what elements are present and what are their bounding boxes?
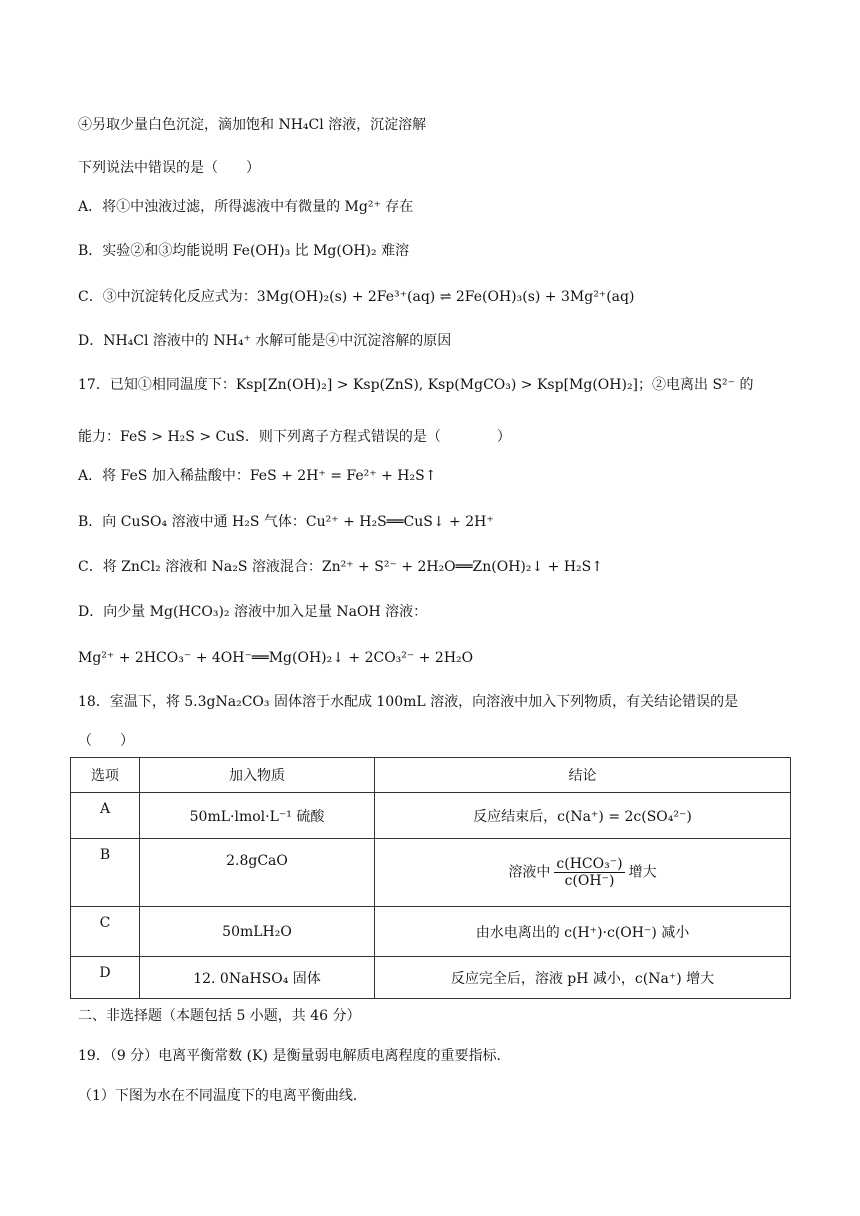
header-substance: 加入物质 bbox=[140, 758, 375, 793]
option-17-c: C．将 ZnCl₂ 溶液和 Na₂S 溶液混合：Zn²⁺ + S²⁻ + 2H₂O══Zn(OH)₂↓ + H₂S↑ bbox=[78, 559, 603, 575]
row-b-substance: 2.8gCaO bbox=[140, 839, 375, 907]
row-c-option: C bbox=[71, 907, 140, 957]
table-row bbox=[71, 957, 791, 999]
row-d-option: D bbox=[71, 957, 140, 999]
stem-line-4: ④另取少量白色沉淀，滴加饱和 NH₄Cl 溶液，沉淀溶解 bbox=[78, 117, 427, 133]
question-18-stem: 18．室温下，将 5.3gNa₂CO₃ 固体溶于水配成 100mL 溶液，向溶液中加入下列物质，有关结论错误的是 bbox=[78, 694, 739, 710]
row-c-conclusion: 由水电离出的 c(H⁺)·c(OH⁻) 减小 bbox=[375, 907, 791, 957]
option-16-a: A．将①中浊液过滤，所得滤液中有微量的 Mg²⁺ 存在 bbox=[78, 199, 414, 215]
option-16-d: D．NH₄Cl 溶液中的 NH₄⁺ 水解可能是④中沉淀溶解的原因 bbox=[78, 333, 452, 349]
row-a-substance: 50mL·lmol·L⁻¹ 硫酸 bbox=[140, 793, 375, 839]
option-17-d-equation: Mg²⁺ + 2HCO₃⁻ + 4OH⁻══Mg(OH)₂↓ + 2CO₃²⁻ + 2H₂O bbox=[78, 650, 474, 666]
row-b-option: B bbox=[71, 839, 140, 907]
row-d-substance: 12. 0NaHSO₄ 固体 bbox=[140, 957, 375, 999]
table-row bbox=[71, 907, 791, 957]
options-table bbox=[70, 757, 791, 999]
row-b-conclusion-pre: 溶液中 bbox=[508, 864, 551, 881]
question-19-part-1: （1）下图为水在不同温度下的电离平衡曲线． bbox=[78, 1088, 367, 1104]
row-b-conclusion-post: 增大 bbox=[628, 864, 657, 881]
section-2-heading: 二、非选择题（本题包括 5 小题，共 46 分） bbox=[78, 1008, 361, 1024]
question-17-stem-cont: 能力：FeS > H₂S > CuS．则下列离子方程式错误的是（ ） bbox=[78, 429, 511, 445]
row-b-conclusion bbox=[375, 839, 791, 907]
question-19-stem: 19．（9 分）电离平衡常数 (K) 是衡量弱电解质电离程度的重要指标． bbox=[78, 1048, 511, 1064]
option-17-a: A．将 FeS 加入稀盐酸中：FeS + 2H⁺ = Fe²⁺ + H₂S↑ bbox=[78, 468, 437, 484]
fraction-numerator: c(HCO₃⁻) bbox=[556, 856, 623, 872]
option-16-b: B．实验②和③均能说明 Fe(OH)₃ 比 Mg(OH)₂ 难溶 bbox=[78, 243, 410, 259]
option-17-b: B．向 CuSO₄ 溶液中通 H₂S 气体：Cu²⁺ + H₂S══CuS↓ + 2H⁺ bbox=[78, 514, 494, 530]
header-conclusion: 结论 bbox=[375, 758, 791, 793]
table-row bbox=[71, 839, 791, 907]
row-c-substance: 50mLH₂O bbox=[140, 907, 375, 957]
header-option: 选项 bbox=[71, 758, 140, 793]
row-d-conclusion: 反应完全后，溶液 pH 减小，c(Na⁺) 增大 bbox=[375, 957, 791, 999]
question-17-stem: 17．已知①相同温度下：Ksp[Zn(OH)₂] > Ksp(ZnS), Ksp(MgCO₃) > Ksp[Mg(OH)₂]；②电离出 S²⁻ 的 bbox=[78, 377, 754, 393]
question-16-prompt: 下列说法中错误的是（ ） bbox=[78, 160, 260, 176]
row-a-option: A bbox=[71, 793, 140, 839]
question-18-paren: （ ） bbox=[78, 733, 134, 749]
fraction-denominator: c(OH⁻) bbox=[564, 873, 615, 889]
option-16-c: C．③中沉淀转化反应式为：3Mg(OH)₂(s) + 2Fe³⁺(aq) ⇌ 2Fe(OH)₃(s) + 3Mg²⁺(aq) bbox=[78, 289, 635, 305]
row-b-fraction bbox=[554, 856, 624, 889]
option-17-d: D．向少量 Mg(HCO₃)₂ 溶液中加入足量 NaOH 溶液： bbox=[78, 604, 428, 620]
table-row bbox=[71, 793, 791, 839]
row-a-conclusion: 反应结束后，c(Na⁺) = 2c(SO₄²⁻) bbox=[375, 793, 791, 839]
